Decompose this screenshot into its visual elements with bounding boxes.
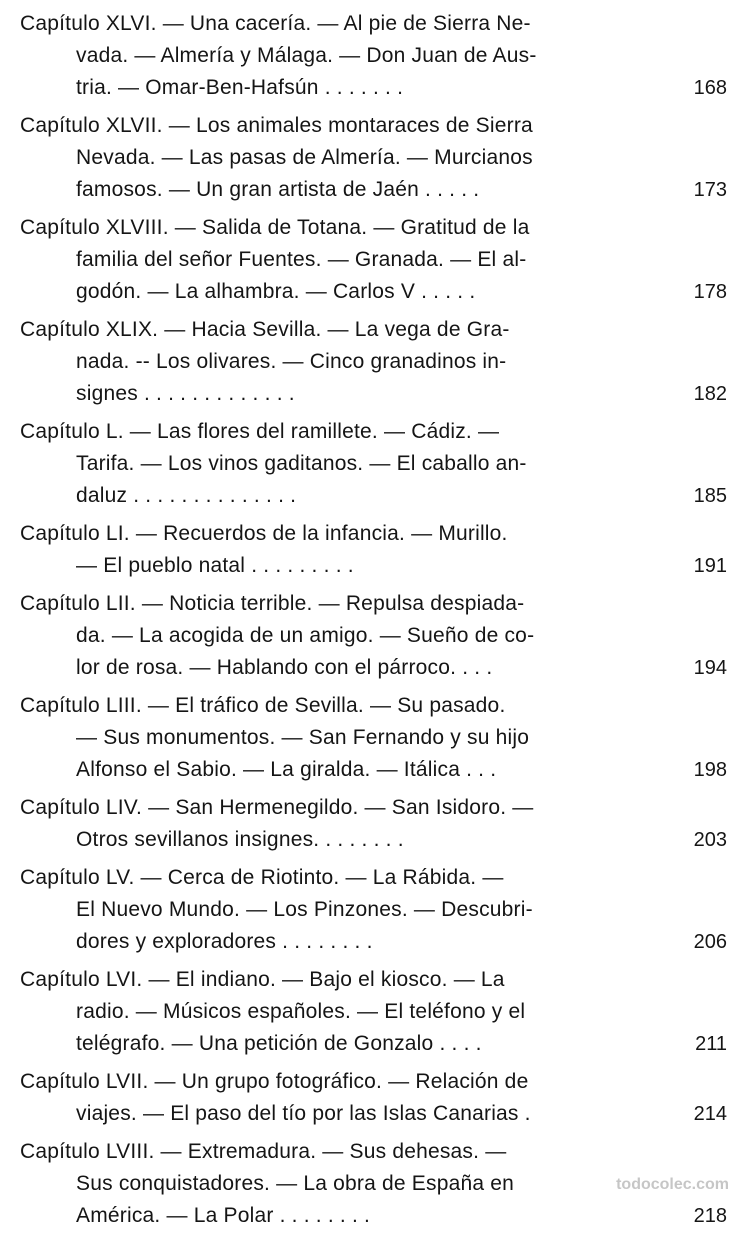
toc-entry-line xyxy=(0,964,739,996)
toc-entry-text: Capítulo LV. — Cerca de Riotinto. — La Rábida. — xyxy=(20,866,504,889)
toc-entry-text: Capítulo LIV. — San Hermenegildo. — San Isidoro. — xyxy=(20,796,534,819)
toc-entry xyxy=(0,792,739,856)
toc-page-number: 194 xyxy=(693,657,727,679)
toc-entry xyxy=(0,8,739,104)
toc-entry-line xyxy=(0,1028,739,1060)
toc-entry-text: Capítulo XLVIII. — Salida de Totana. — Gratitud de la xyxy=(20,216,530,239)
toc-entry-text: vada. — Almería y Málaga. — Don Juan de Aus- xyxy=(76,44,537,67)
toc-entry-text: El Nuevo Mundo. — Los Pinzones. — Descubri- xyxy=(76,898,533,921)
toc-entry-line xyxy=(0,276,739,308)
toc-entry-text: Capítulo LII. — Noticia terrible. — Repulsa despiada- xyxy=(20,592,525,615)
toc-entry-line xyxy=(0,518,739,550)
toc-page-number: 203 xyxy=(693,829,727,851)
toc-entry-text: radio. — Músicos españoles. — El teléfono y el xyxy=(76,1000,526,1023)
toc-page-number: 182 xyxy=(693,383,727,405)
toc-entry-text: — Sus monumentos. — San Fernando y su hijo xyxy=(76,726,530,749)
toc-entry-text: Capítulo XLVII. — Los animales montaraces de Sierra xyxy=(20,114,533,137)
toc-entry-line xyxy=(0,110,739,142)
toc-page-number: 168 xyxy=(693,77,727,99)
toc-entry-line xyxy=(0,792,739,824)
toc-entry-text: Tarifa. — Los vinos gaditanos. — El caballo an- xyxy=(76,452,527,475)
toc-entry-line xyxy=(0,588,739,620)
toc-entry xyxy=(0,518,739,582)
toc-entry xyxy=(0,416,739,512)
toc-entry-text: Alfonso el Sabio. — La giralda. — Itálica . . . xyxy=(76,758,497,781)
toc-entry-line xyxy=(0,448,739,480)
toc-entry xyxy=(0,1066,739,1130)
toc-entry-text: tria. — Omar-Ben-Hafsún . . . . . . . xyxy=(76,76,404,99)
toc-entry-line xyxy=(0,754,739,786)
toc-entry-text: godón. — La alhambra. — Carlos V . . . . . xyxy=(76,280,476,303)
toc-page-number: 198 xyxy=(693,759,727,781)
toc-entry-text: Capítulo XLVI. — Una cacería. — Al pie de Sierra Ne- xyxy=(20,12,531,35)
toc-entry-text: familia del señor Fuentes. — Granada. — El al- xyxy=(76,248,527,271)
toc-entry-text: Capítulo LI. — Recuerdos de la infancia. — Murillo. xyxy=(20,522,508,545)
toc-entry-line xyxy=(0,416,739,448)
toc-page-number: 185 xyxy=(693,485,727,507)
toc-entry-line xyxy=(0,722,739,754)
toc-entry-text: Capítulo XLIX. — Hacia Sevilla. — La vega de Gra- xyxy=(20,318,510,341)
toc-entry-text: lor de rosa. — Hablando con el párroco. . . . xyxy=(76,656,493,679)
toc-entry-line xyxy=(0,480,739,512)
toc-entry xyxy=(0,862,739,958)
toc-entry-line xyxy=(0,652,739,684)
toc-page-number: 173 xyxy=(693,179,727,201)
toc-entry-text: viajes. — El paso del tío por las Islas Canarias . xyxy=(76,1102,531,1125)
toc-page-number: 191 xyxy=(693,555,727,577)
toc-entry xyxy=(0,110,739,206)
toc-entry-line xyxy=(0,174,739,206)
toc-entry-text: famosos. — Un gran artista de Jaén . . . . . xyxy=(76,178,480,201)
toc-entry-text: dores y exploradores . . . . . . . . xyxy=(76,930,373,953)
toc-entry-text: Otros sevillanos insignes. . . . . . . . xyxy=(76,828,404,851)
toc-entry-line xyxy=(0,244,739,276)
toc-entry-line xyxy=(0,1136,739,1168)
toc-entry-line xyxy=(0,824,739,856)
toc-entry-text: — El pueblo natal . . . . . . . . . xyxy=(76,554,354,577)
toc-entry-text: daluz . . . . . . . . . . . . . . xyxy=(76,484,297,507)
toc-entry-line xyxy=(0,690,739,722)
toc-entry xyxy=(0,964,739,1060)
toc-entry-line xyxy=(0,212,739,244)
toc-entry-text: Sus conquistadores. — La obra de España en xyxy=(76,1172,515,1195)
toc-entry xyxy=(0,212,739,308)
toc-page-number: 218 xyxy=(693,1205,727,1227)
toc-entry-line xyxy=(0,40,739,72)
table-of-contents xyxy=(0,8,739,1238)
toc-page-number: 214 xyxy=(693,1103,727,1125)
toc-entry-text: Capítulo LIII. — El tráfico de Sevilla. — Su pasado. xyxy=(20,694,506,717)
toc-entry xyxy=(0,314,739,410)
toc-entry-line xyxy=(0,1200,739,1232)
toc-entry-line xyxy=(0,378,739,410)
toc-entry-text: Capítulo LVII. — Un grupo fotográfico. — Relación de xyxy=(20,1070,529,1093)
toc-entry-line xyxy=(0,894,739,926)
toc-entry-line xyxy=(0,862,739,894)
toc-entry xyxy=(0,690,739,786)
toc-entry-line xyxy=(0,314,739,346)
toc-entry-text: telégrafo. — Una petición de Gonzalo . . . . xyxy=(76,1032,482,1055)
toc-page-number: 211 xyxy=(695,1033,727,1055)
toc-page-number: 178 xyxy=(693,281,727,303)
toc-entry-line xyxy=(0,1066,739,1098)
toc-entry-line xyxy=(0,8,739,40)
watermark: todocolec.com xyxy=(616,1176,729,1193)
toc-entry-line xyxy=(0,620,739,652)
toc-entry-line xyxy=(0,346,739,378)
toc-entry-line xyxy=(0,142,739,174)
toc-entry-text: da. — La acogida de un amigo. — Sueño de co- xyxy=(76,624,535,647)
toc-entry-line xyxy=(0,996,739,1028)
toc-entry xyxy=(0,588,739,684)
toc-entry-line xyxy=(0,550,739,582)
toc-entry-text: nada. -- Los olivares. — Cinco granadinos in- xyxy=(76,350,507,373)
toc-entry-text: Capítulo LVI. — El indiano. — Bajo el kiosco. — La xyxy=(20,968,505,991)
toc-page-number: 206 xyxy=(693,931,727,953)
toc-entry-line xyxy=(0,1098,739,1130)
toc-entry-text: Capítulo LVIII. — Extremadura. — Sus dehesas. — xyxy=(20,1140,507,1163)
toc-entry-text: signes . . . . . . . . . . . . . xyxy=(76,382,295,405)
toc-entry-line xyxy=(0,72,739,104)
toc-entry-text: América. — La Polar . . . . . . . . xyxy=(76,1204,371,1227)
toc-entry-line xyxy=(0,926,739,958)
toc-entry-text: Nevada. — Las pasas de Almería. — Murcianos xyxy=(76,146,533,169)
toc-entry-text: Capítulo L. — Las flores del ramillete. — Cádiz. — xyxy=(20,420,500,443)
